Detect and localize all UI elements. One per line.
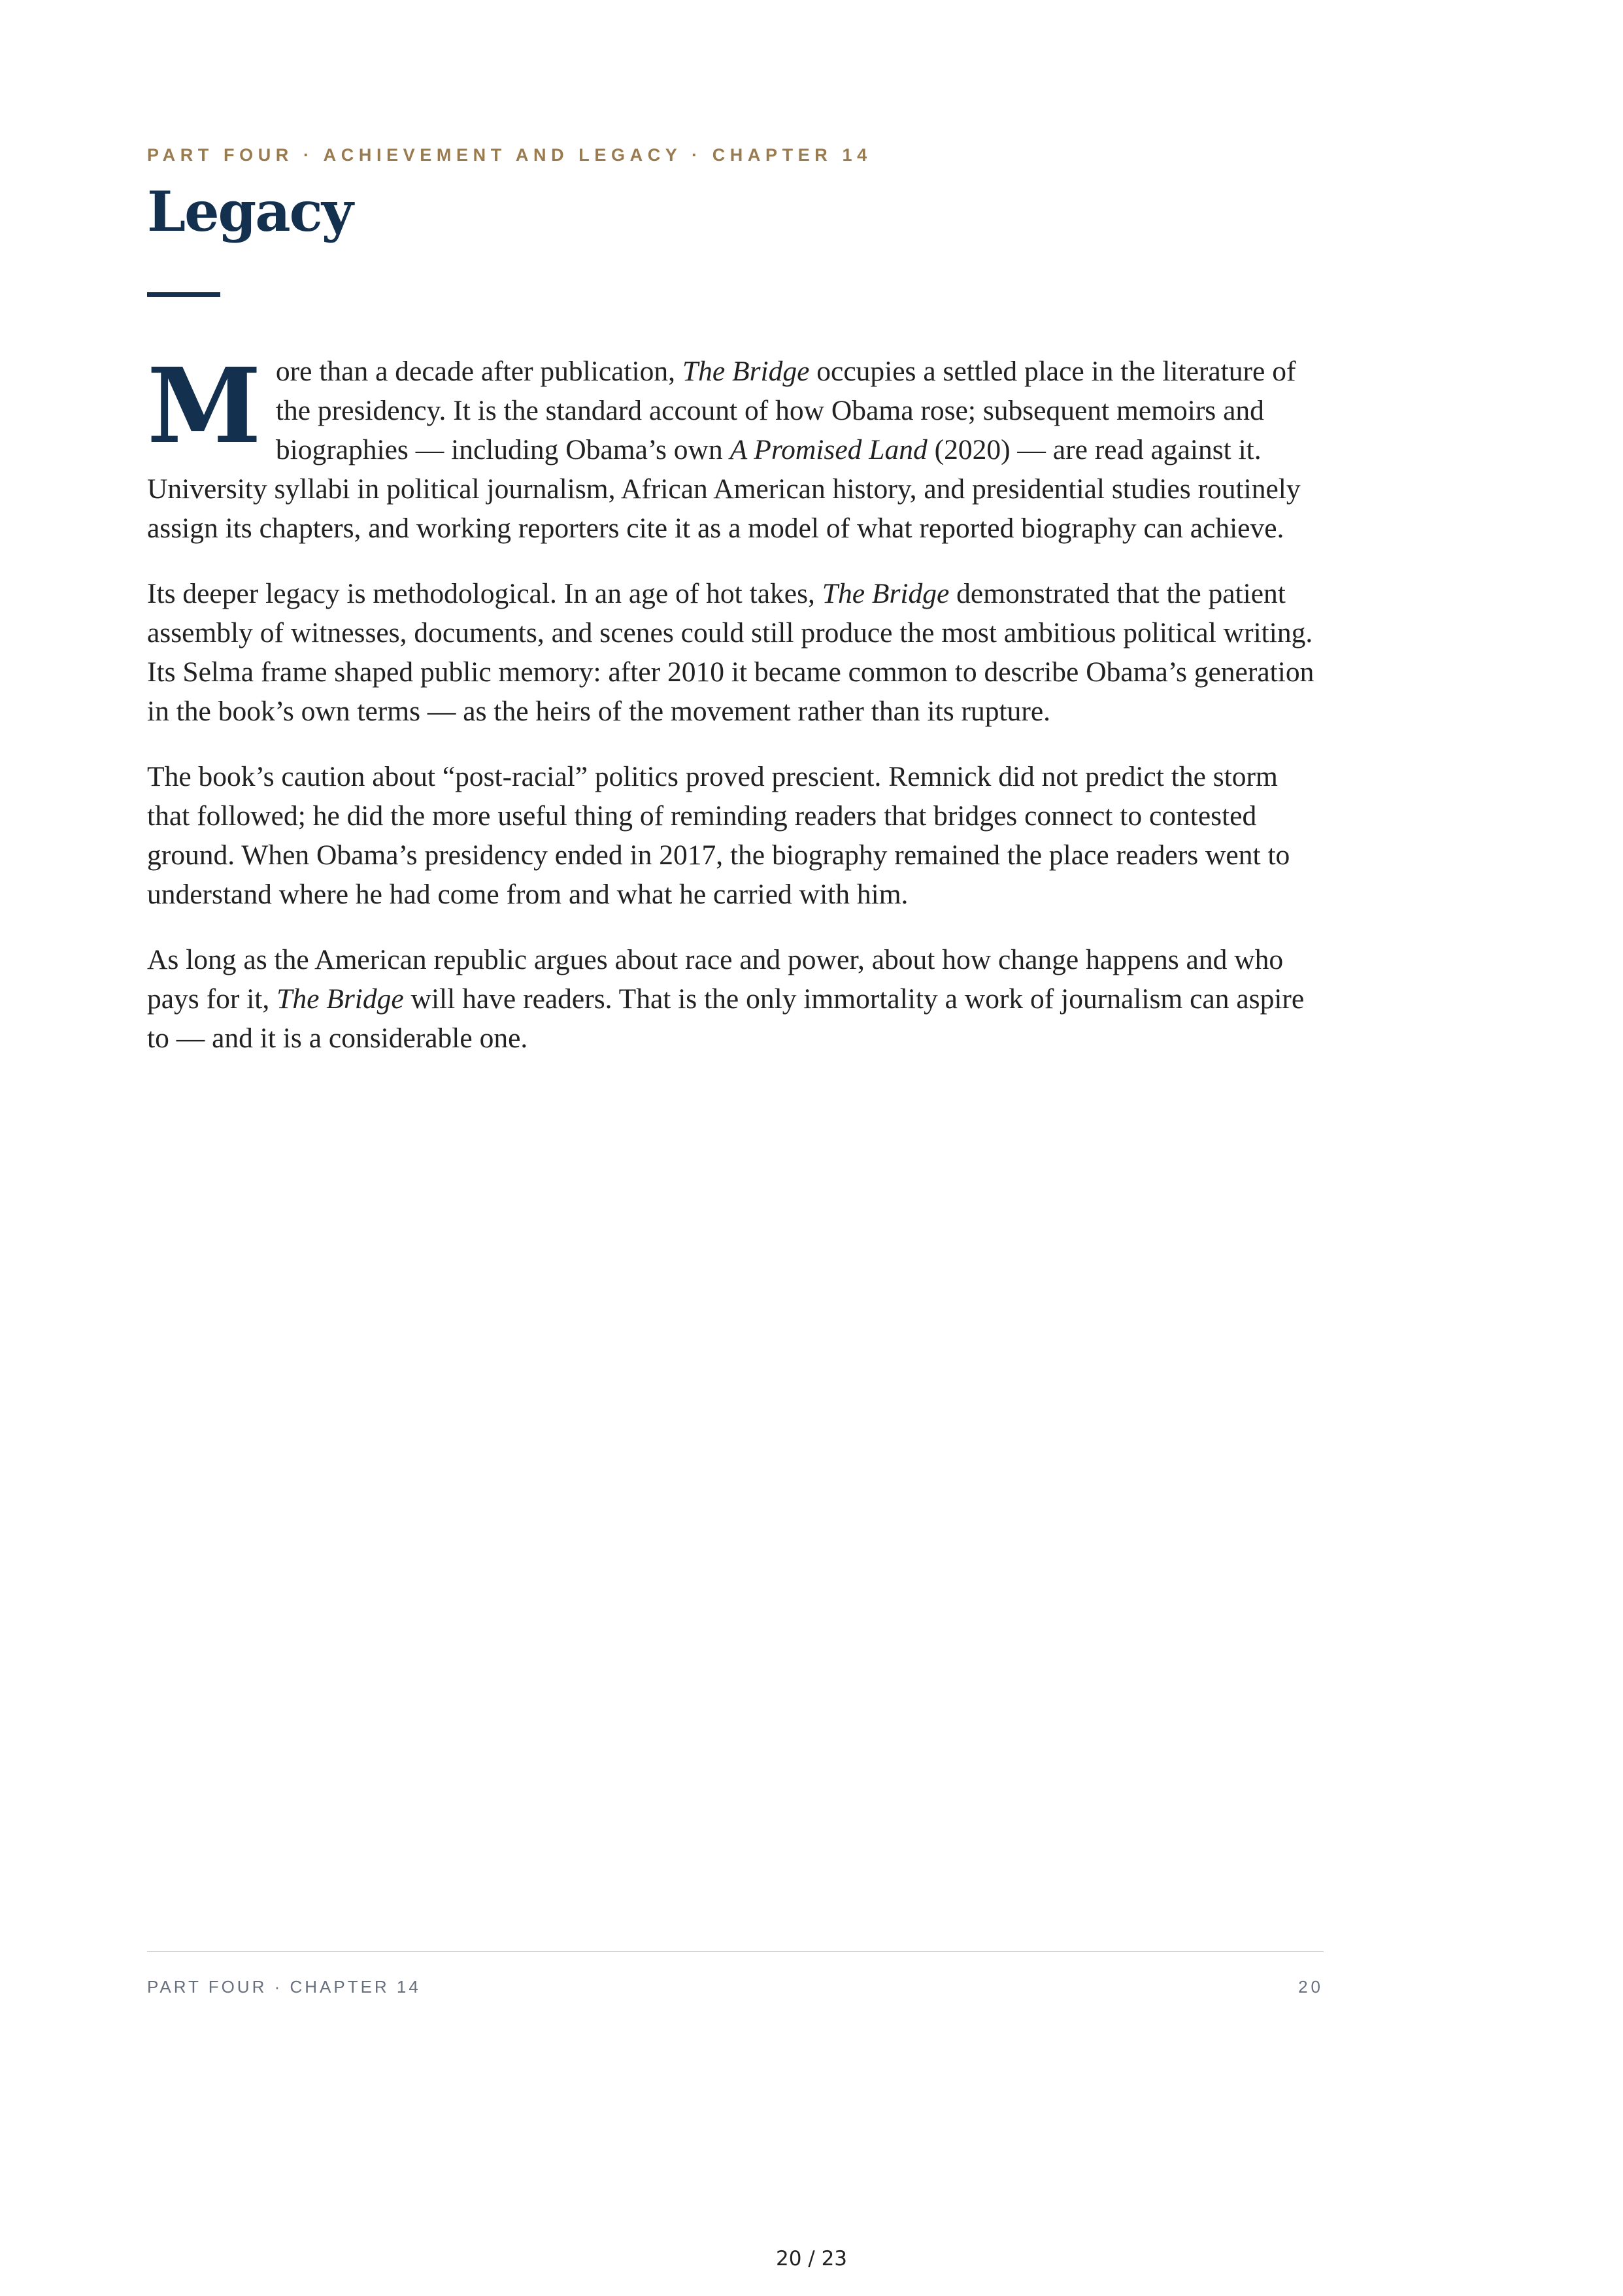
paragraph-1-text: occupies a settled place in the literature of the presidency. It is the standard account of how Obama rose; subsequent memoirs and biographies — including Obama’s own <box>275 356 1296 465</box>
chapter-title: Legacy <box>147 179 352 244</box>
document-page <box>147 0 1324 2296</box>
book-title-italic: The Bridge <box>822 578 950 609</box>
paragraph-2 <box>147 574 1324 731</box>
viewer-page-indicator: 20 / 23 <box>775 2247 848 2271</box>
paragraph-2-text: demonstrated that the patient assembly of witnesses, documents, and scenes could still produce the most ambitious political writing. Its Selma frame shaped public memory: after 2010 it became common to describe Obama’s generation in the book’s own terms — as the heirs of the movement rather than its rupture. <box>147 578 1314 727</box>
book-title-italic: The Bridge <box>682 356 810 387</box>
paragraph-3 <box>147 757 1324 914</box>
paragraph-3-text: The book’s caution about “post-racial” politics proved prescient. Remnick did not predict the storm that followed; he did the more useful thing of reminding readers that bridges connect to contested ground. When Obama’s presidency ended in 2017, the biography remained the place readers went to understand where he had come from and what he carried with him. <box>147 761 1290 910</box>
paragraph-4-text: As long as the American republic argues about race and power, about how change happens and who pays for it, <box>147 944 1284 1015</box>
book-title-italic: A Promised Land <box>729 434 928 465</box>
paragraph-1-text: ore than a decade after publication, <box>275 356 682 387</box>
drop-cap: M <box>147 346 261 467</box>
footer-section-label: PART FOUR · CHAPTER 14 <box>147 1977 421 1997</box>
paragraph-4 <box>147 940 1324 1058</box>
footer-page-number: 20 <box>1298 1977 1324 1997</box>
title-accent-rule <box>147 292 220 297</box>
chapter-kicker: PART FOUR · ACHIEVEMENT AND LEGACY · CHAPTER 14 <box>147 145 872 165</box>
book-title-italic: The Bridge <box>276 983 404 1015</box>
paragraph-2-text: Its deeper legacy is methodological. In an age of hot takes, <box>147 578 822 609</box>
chapter-body <box>147 346 1324 1084</box>
paragraph-1-text: (2020) — are read against it. University syllabi in political journalism, African American history, and presidential studies routinely assign its chapters, and working reporters cite it as a model of what reported biography can achieve. <box>147 434 1301 544</box>
footer-divider <box>147 1951 1324 1952</box>
paragraph-1 <box>147 346 1324 548</box>
paragraph-4-text: will have readers. That is the only immortality a work of journalism can aspire to — and it is a considerable one. <box>147 983 1305 1054</box>
